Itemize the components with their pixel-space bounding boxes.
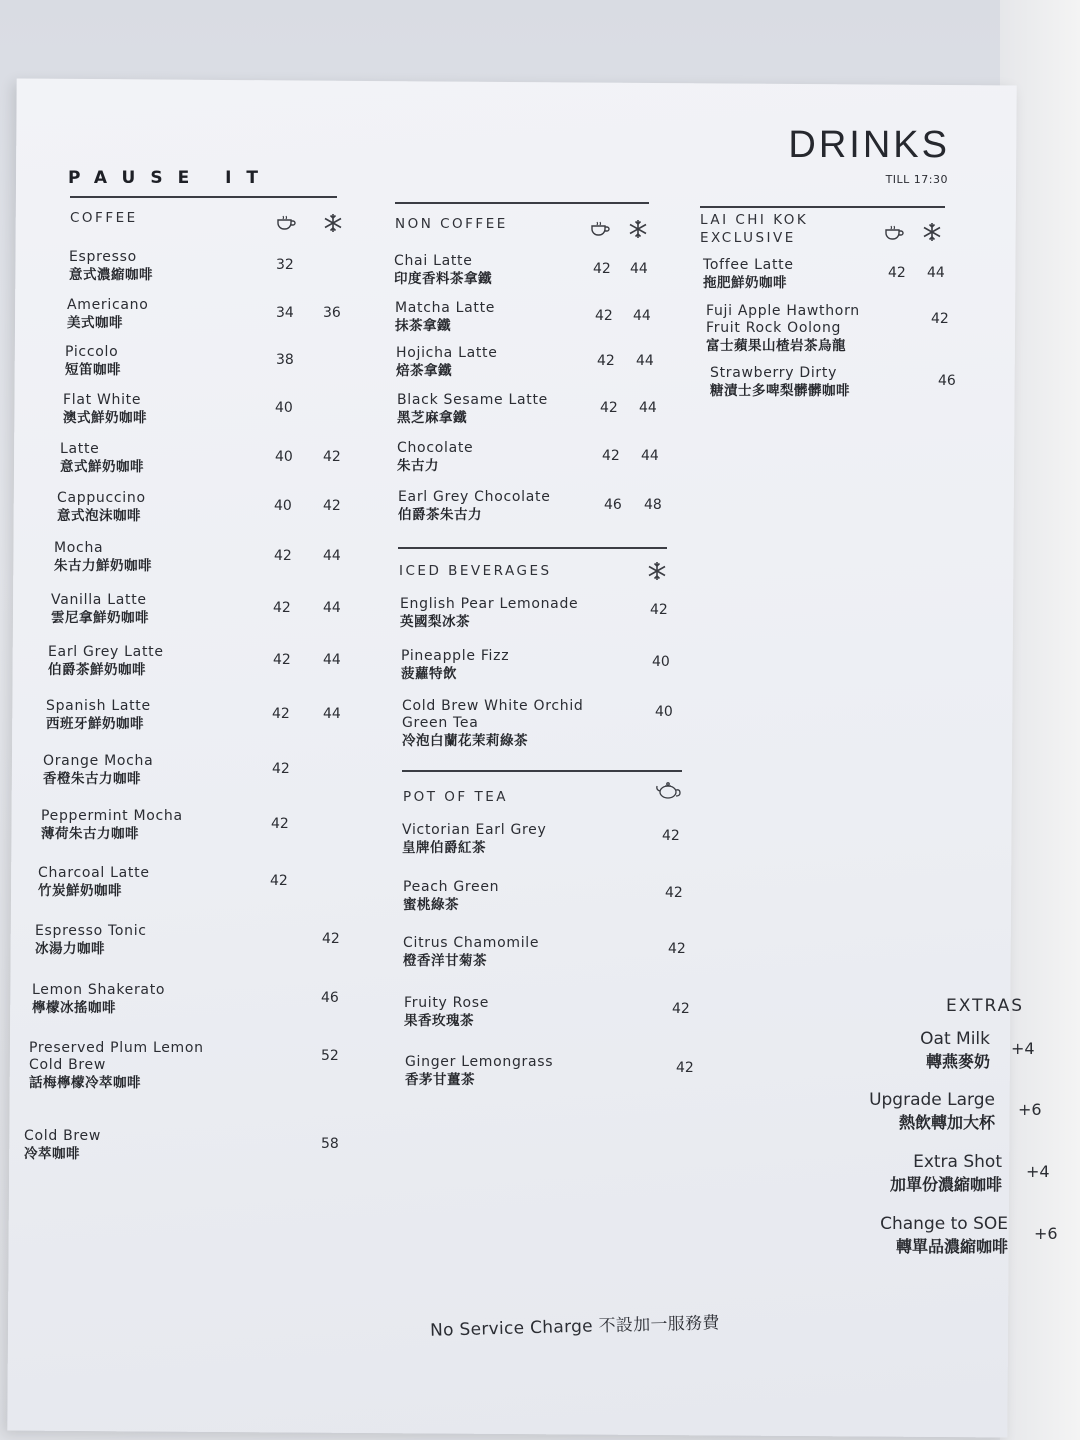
extra-name-en: Change to SOE xyxy=(880,1214,1008,1234)
extra-name-zh: 熱飲轉加大杯 xyxy=(898,1113,995,1132)
menu-item xyxy=(63,392,303,428)
item-name-zh: 黑芝麻拿鐵 xyxy=(397,410,467,426)
price: 42 xyxy=(665,885,683,901)
price-hot: 40 xyxy=(274,498,292,514)
item-name-zh: 皇牌伯爵紅茶 xyxy=(402,840,486,856)
item-name-zh: 意式鮮奶咖啡 xyxy=(60,459,144,475)
item-name-en: Charcoal Latte xyxy=(38,865,150,881)
extra-name-zh: 加單份濃縮咖啡 xyxy=(889,1175,1002,1194)
price-iced: 44 xyxy=(639,400,657,416)
menu-item xyxy=(403,879,643,915)
item-name-en: Americano xyxy=(67,297,149,313)
item-name-en: Fruity Rose xyxy=(404,995,490,1011)
price-hot: 42 xyxy=(600,400,618,416)
item-name-zh: 冰湯力咖啡 xyxy=(35,941,105,957)
item-name-zh: 伯爵茶朱古力 xyxy=(398,507,482,523)
page-title: DRINKS xyxy=(788,124,950,166)
item-name-zh: 菠蘿特飲 xyxy=(401,666,457,682)
menu-item xyxy=(69,249,309,285)
menu-item xyxy=(405,1054,645,1090)
price: 40 xyxy=(655,704,673,720)
price: 42 xyxy=(676,1060,694,1076)
item-name-en: Pineapple Fizz xyxy=(401,648,510,664)
menu-item xyxy=(35,923,275,959)
item-name-zh: 竹炭鮮奶咖啡 xyxy=(38,883,122,899)
item-name-en: Hojicha Latte xyxy=(396,345,498,361)
item-name-zh: 橙香洋甘菊茶 xyxy=(403,953,487,969)
price-iced: 44 xyxy=(323,652,341,668)
item-name-zh: 檸檬冰搖咖啡 xyxy=(32,1000,116,1016)
extra-name-zh: 轉單品濃縮咖啡 xyxy=(895,1237,1008,1256)
snowflake-icon xyxy=(322,212,344,234)
item-name-en: Ginger Lemongrass xyxy=(405,1054,554,1070)
menu-item xyxy=(710,365,950,401)
menu-item xyxy=(403,935,643,971)
price-hot: 42 xyxy=(593,261,611,277)
section-title-iced: ICED BEVERAGES xyxy=(399,563,552,579)
price-hot: 42 xyxy=(597,353,615,369)
item-name-zh: 朱古力 xyxy=(397,458,439,474)
price: 40 xyxy=(652,654,670,670)
hot-cup-icon xyxy=(275,212,297,234)
item-name-zh: 冷泡白蘭花茉莉綠茶 xyxy=(402,733,528,749)
price-hot: 38 xyxy=(276,352,294,368)
item-name-zh: 糖漬士多啤梨髒髒咖啡 xyxy=(710,383,850,399)
price-iced: 42 xyxy=(322,931,340,947)
price-hot: 42 xyxy=(273,600,291,616)
section-title-exclusive: LAI CHI KOK EXCLUSIVE xyxy=(700,212,809,246)
extra-item xyxy=(795,1090,995,1133)
price-hot: 46 xyxy=(604,497,622,513)
item-name-zh: 伯爵茶鮮奶咖啡 xyxy=(48,662,146,678)
item-name-zh: 朱古力鮮奶咖啡 xyxy=(54,558,152,574)
item-name-zh: 焙茶拿鐵 xyxy=(396,363,452,379)
item-name-en: Citrus Chamomile xyxy=(403,935,540,951)
hot-cup-icon xyxy=(589,218,611,240)
item-name-en: Fuji Apple Hawthorn Fruit Rock Oolong xyxy=(706,303,860,336)
menu-item xyxy=(57,490,297,526)
menu-item xyxy=(703,257,943,293)
price-hot: 40 xyxy=(275,449,293,465)
extra-price: +6 xyxy=(1018,1100,1042,1119)
item-name-en: Latte xyxy=(60,441,100,457)
menu-item xyxy=(43,753,283,789)
section-title-pot-of-tea: POT OF TEA xyxy=(403,789,508,805)
price-hot: 42 xyxy=(602,448,620,464)
menu-item xyxy=(41,808,281,844)
extra-item xyxy=(802,1152,1002,1195)
item-name-en: Espresso Tonic xyxy=(35,923,147,939)
item-name-zh: 冷萃咖啡 xyxy=(24,1146,80,1162)
price-iced: 44 xyxy=(630,261,648,277)
extra-price: +4 xyxy=(1026,1162,1050,1181)
section-title-non-coffee: NON COFFEE xyxy=(395,216,508,232)
price-hot: 42 xyxy=(273,652,291,668)
menu-item xyxy=(401,648,641,684)
price-iced: 44 xyxy=(323,706,341,722)
item-name-en: Vanilla Latte xyxy=(51,592,147,608)
item-name-en: English Pear Lemonade xyxy=(400,596,579,612)
brand-name: PAUSE IT xyxy=(68,168,274,188)
divider-exclusive xyxy=(700,206,945,208)
price: 42 xyxy=(650,602,668,618)
item-name-zh: 薄荷朱古力咖啡 xyxy=(41,826,139,842)
price-hot: 42 xyxy=(274,548,292,564)
price-iced: 42 xyxy=(931,311,949,327)
hot-cup-icon xyxy=(883,222,905,244)
menu-item xyxy=(29,1040,269,1093)
item-name-en: Strawberry Dirty xyxy=(710,365,838,381)
item-name-en: Piccolo xyxy=(65,344,119,360)
price-iced: 44 xyxy=(323,548,341,564)
price: 42 xyxy=(672,1001,690,1017)
price: 42 xyxy=(668,941,686,957)
item-name-en: Toffee Latte xyxy=(703,257,794,273)
item-name-en: Chai Latte xyxy=(394,253,473,269)
brand-underline xyxy=(70,196,337,198)
extra-price: +4 xyxy=(1011,1039,1035,1058)
menu-item xyxy=(398,489,638,525)
item-name-en: Cold Brew xyxy=(24,1128,101,1144)
price-hot: 42 xyxy=(595,308,613,324)
item-name-zh: 拖肥鮮奶咖啡 xyxy=(703,275,787,291)
price-hot: 40 xyxy=(275,400,293,416)
menu-item xyxy=(32,982,272,1018)
footer-note: No Service Charge 不設加一服務費 xyxy=(429,1313,720,1341)
item-name-en: Orange Mocha xyxy=(43,753,154,769)
price-iced: 52 xyxy=(321,1048,339,1064)
price-iced: 36 xyxy=(323,305,341,321)
divider-tea xyxy=(402,770,682,772)
item-name-zh: 美式咖啡 xyxy=(67,315,123,331)
menu-item xyxy=(402,698,642,751)
item-name-zh: 話梅檸檬冷萃咖啡 xyxy=(29,1075,141,1091)
price-hot: 42 xyxy=(270,873,288,889)
item-name-en: Victorian Earl Grey xyxy=(402,822,547,838)
item-name-en: Matcha Latte xyxy=(395,300,496,316)
price-hot: 32 xyxy=(276,257,294,273)
price-hot: 42 xyxy=(272,706,290,722)
item-name-zh: 香橙朱古力咖啡 xyxy=(43,771,141,787)
price-iced: 44 xyxy=(927,265,945,281)
menu-item xyxy=(397,440,637,476)
item-name-en: Cold Brew White Orchid Green Tea xyxy=(402,698,584,731)
price-iced: 42 xyxy=(323,449,341,465)
page-subtitle: TILL 17:30 xyxy=(885,173,948,186)
snowflake-icon xyxy=(921,221,943,243)
item-name-zh: 果香玫瑰茶 xyxy=(404,1013,474,1029)
menu-item xyxy=(402,822,642,858)
item-name-zh: 英國梨冰茶 xyxy=(400,614,470,630)
extra-name-en: Extra Shot xyxy=(913,1152,1002,1172)
menu-item xyxy=(60,441,300,477)
item-name-en: Lemon Shakerato xyxy=(32,982,166,998)
item-name-zh: 雲尼拿鮮奶咖啡 xyxy=(51,610,149,626)
item-name-en: Preserved Plum Lemon Cold Brew xyxy=(29,1040,204,1073)
divider-non-coffee xyxy=(395,202,649,204)
extra-price: +6 xyxy=(1034,1224,1058,1243)
menu-item xyxy=(706,303,946,356)
section-title-coffee: COFFEE xyxy=(70,210,138,226)
price-iced: 46 xyxy=(321,990,339,1006)
item-name-en: Mocha xyxy=(54,540,104,556)
snowflake-icon xyxy=(627,218,649,240)
item-name-en: Peppermint Mocha xyxy=(41,808,183,824)
price-iced: 58 xyxy=(321,1136,339,1152)
price-iced: 44 xyxy=(633,308,651,324)
menu-item xyxy=(67,297,307,333)
menu-item xyxy=(46,698,286,734)
menu-item xyxy=(24,1128,264,1164)
menu-item xyxy=(404,995,644,1031)
snowflake-icon xyxy=(646,560,668,582)
price-hot: 42 xyxy=(888,265,906,281)
divider-iced xyxy=(398,547,667,549)
section-title-extras: EXTRAS xyxy=(946,996,1025,1016)
item-name-zh: 澳式鮮奶咖啡 xyxy=(63,410,147,426)
menu-item xyxy=(38,865,278,901)
item-name-en: Earl Grey Chocolate xyxy=(398,489,551,505)
price-hot: 34 xyxy=(276,305,294,321)
menu-item xyxy=(400,596,640,632)
item-name-zh: 意式濃縮咖啡 xyxy=(69,267,153,283)
extra-name-zh: 轉燕麥奶 xyxy=(925,1052,990,1071)
item-name-zh: 富士蘋果山楂岩茶烏龍 xyxy=(706,338,846,354)
price-hot: 42 xyxy=(271,816,289,832)
item-name-zh: 抹茶拿鐵 xyxy=(395,318,451,334)
price-iced: 44 xyxy=(641,448,659,464)
price-iced: 44 xyxy=(636,353,654,369)
item-name-en: Peach Green xyxy=(403,879,500,895)
item-name-zh: 香茅甘薑茶 xyxy=(405,1072,475,1088)
item-name-zh: 短笛咖啡 xyxy=(65,362,121,378)
price-hot: 42 xyxy=(272,761,290,777)
item-name-zh: 西班牙鮮奶咖啡 xyxy=(46,716,144,732)
item-name-en: Espresso xyxy=(69,249,137,265)
price-iced: 42 xyxy=(323,498,341,514)
extra-name-en: Upgrade Large xyxy=(869,1090,995,1110)
extra-item xyxy=(790,1029,990,1072)
extra-item xyxy=(808,1214,1008,1257)
price-iced: 48 xyxy=(644,497,662,513)
teapot-icon xyxy=(655,780,683,802)
menu-item xyxy=(48,644,288,680)
menu-item xyxy=(51,592,291,628)
item-name-zh: 印度香料茶拿鐵 xyxy=(394,271,492,287)
item-name-en: Black Sesame Latte xyxy=(397,392,548,408)
item-name-en: Cappuccino xyxy=(57,490,146,506)
item-name-en: Spanish Latte xyxy=(46,698,151,714)
price-iced: 44 xyxy=(323,600,341,616)
item-name-zh: 蜜桃綠茶 xyxy=(403,897,459,913)
price-iced: 46 xyxy=(938,373,956,389)
item-name-en: Chocolate xyxy=(397,440,474,456)
menu-item xyxy=(65,344,305,380)
menu-item xyxy=(54,540,294,576)
item-name-en: Earl Grey Latte xyxy=(48,644,164,660)
price: 42 xyxy=(662,828,680,844)
item-name-zh: 意式泡沫咖啡 xyxy=(57,508,141,524)
item-name-en: Flat White xyxy=(63,392,142,408)
extra-name-en: Oat Milk xyxy=(920,1029,990,1049)
